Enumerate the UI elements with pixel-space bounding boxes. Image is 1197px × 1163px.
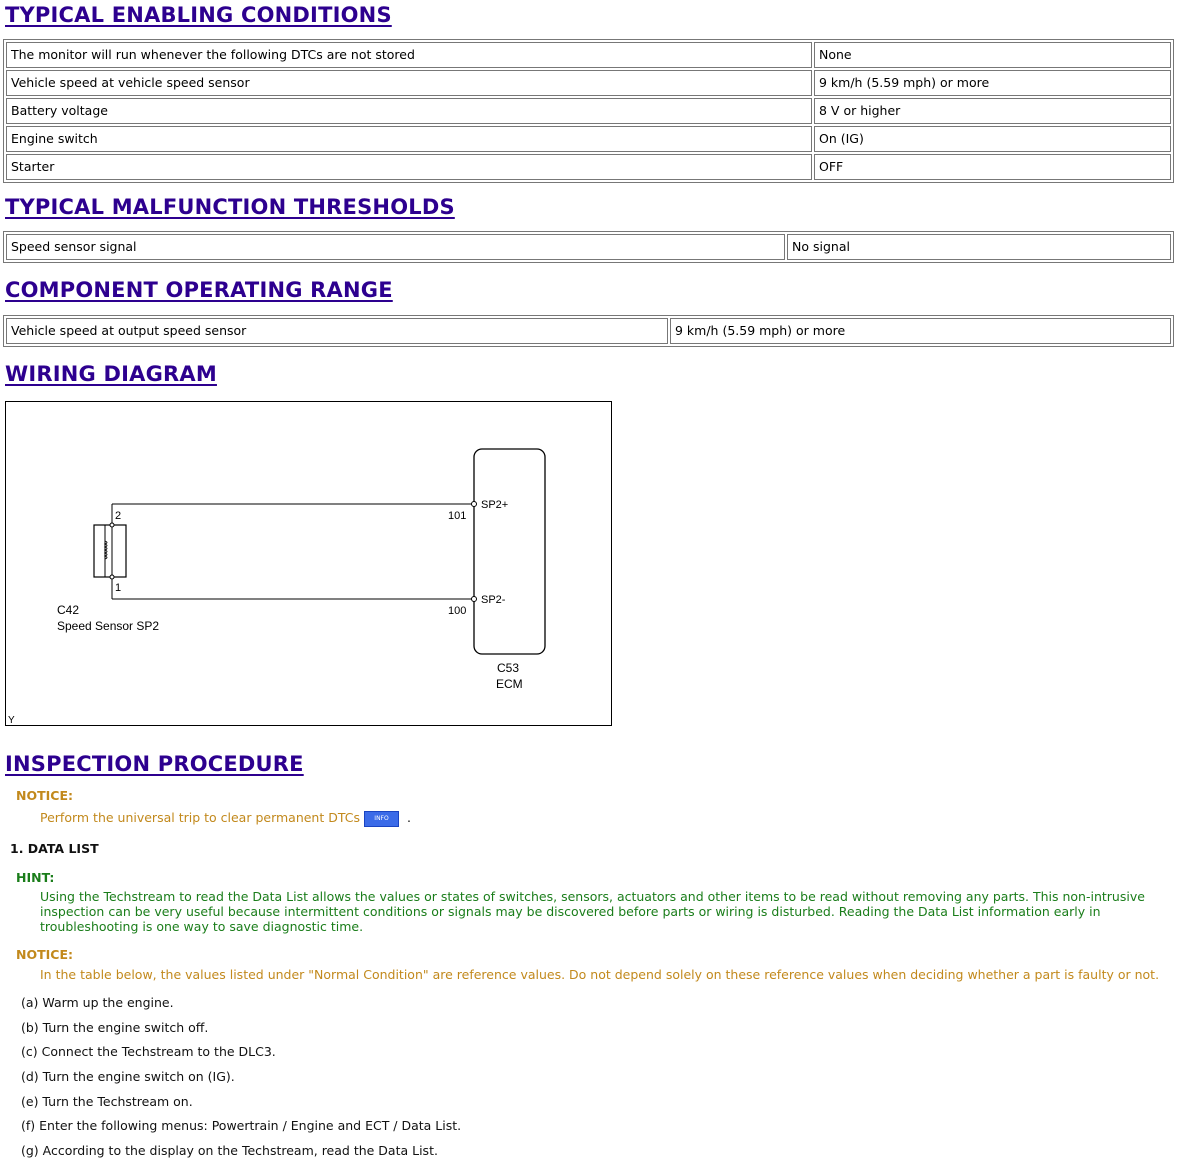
- notice-text-body: Perform the universal trip to clear permanent DTCs: [40, 810, 361, 825]
- wire-101-label: 101: [448, 510, 467, 522]
- table-cell-value: OFF: [814, 154, 1171, 180]
- operating-range-table: [3, 315, 1174, 347]
- heading-inspection-procedure: INSPECTION PROCEDURE: [5, 752, 304, 776]
- table-cell-value: 9 km/h (5.59 mph) or more: [670, 318, 1171, 344]
- step-item: (e) Turn the Techstream on.: [21, 1094, 193, 1109]
- notice-label-2: NOTICE:: [16, 947, 73, 962]
- notice-label: NOTICE:: [16, 788, 73, 803]
- heading-operating-range: COMPONENT OPERATING RANGE: [5, 278, 393, 302]
- heading-malfunction-thresholds: TYPICAL MALFUNCTION THRESHOLDS: [5, 195, 455, 219]
- table-cell-label: Vehicle speed at vehicle speed sensor: [6, 70, 812, 96]
- terminal-sp2-minus: [472, 597, 477, 602]
- step-item: (a) Warm up the engine.: [21, 995, 174, 1010]
- info-link-button[interactable]: INFO: [364, 811, 399, 827]
- ecm-name-label: ECM: [496, 677, 523, 691]
- speed-sensor-icon: [94, 523, 126, 579]
- ecm-code-label: C53: [497, 661, 520, 675]
- terminal-sp2-plus: [472, 502, 477, 507]
- table-cell-value: 9 km/h (5.59 mph) or more: [814, 70, 1171, 96]
- pin-1-label: 1: [115, 582, 122, 594]
- pin-2-label: 2: [115, 510, 122, 522]
- sensor-name-label: Speed Sensor SP2: [57, 619, 160, 633]
- table-cell-value: None: [814, 42, 1171, 68]
- diagram-corner-label: Y: [8, 715, 15, 726]
- heading-wiring-diagram: WIRING DIAGRAM: [5, 362, 217, 386]
- terminal-sp2-minus-label: SP2-: [481, 594, 506, 606]
- table-row: [6, 70, 1171, 96]
- table-row: [6, 154, 1171, 180]
- notice-period: .: [407, 810, 411, 825]
- step-item: (c) Connect the Techstream to the DLC3.: [21, 1044, 276, 1059]
- heading-enabling-conditions: TYPICAL ENABLING CONDITIONS: [5, 3, 392, 27]
- notice-text-2: In the table below, the values listed under "Normal Condition" are reference values. Do not depend solely on these reference values when deciding whether a part is faulty or not.: [40, 967, 1160, 982]
- step-item: (f) Enter the following menus: Powertrain / Engine and ECT / Data List.: [21, 1118, 462, 1133]
- table-cell-value: On (IG): [814, 126, 1171, 152]
- table-cell-value: 8 V or higher: [814, 98, 1171, 124]
- enabling-conditions-table: [3, 39, 1174, 183]
- wiring-diagram: [5, 401, 612, 726]
- table-cell-label: Speed sensor signal: [6, 234, 785, 260]
- table-row: [6, 98, 1171, 124]
- table-cell-value: No signal: [787, 234, 1171, 260]
- step-item: (b) Turn the engine switch off.: [21, 1020, 209, 1035]
- table-row: [6, 42, 1171, 68]
- wire-100-label: 100: [448, 605, 467, 617]
- notice-text: [40, 810, 411, 827]
- table-row: [6, 318, 1171, 344]
- table-cell-label: Battery voltage: [6, 98, 812, 124]
- table-row: [6, 234, 1171, 260]
- ecm-box: [474, 449, 545, 654]
- table-cell-label: Vehicle speed at output speed sensor: [6, 318, 668, 344]
- terminal-sp2-plus-label: SP2+: [481, 499, 509, 511]
- step-item: (d) Turn the engine switch on (IG).: [21, 1069, 235, 1084]
- sensor-code-label: C42: [57, 603, 80, 617]
- hint-text: Using the Techstream to read the Data List allows the values or states of switches, sensors, actuators and other items to be read without removing any parts. This non-intrusive inspection can be very useful because intermittent conditions or signals may be discovered before parts or wiring is disturbed. Reading the Data List information early in troubleshooting is one way to save diagnostic time.: [40, 889, 1145, 934]
- data-list-title: 1. DATA LIST: [10, 841, 99, 856]
- table-cell-label: Engine switch: [6, 126, 812, 152]
- table-cell-label: The monitor will run whenever the following DTCs are not stored: [6, 42, 812, 68]
- table-row: [6, 126, 1171, 152]
- hint-label: HINT:: [16, 870, 55, 885]
- malfunction-thresholds-table: [3, 231, 1174, 263]
- table-cell-label: Starter: [6, 154, 812, 180]
- step-item: (g) According to the display on the Techstream, read the Data List.: [21, 1143, 438, 1158]
